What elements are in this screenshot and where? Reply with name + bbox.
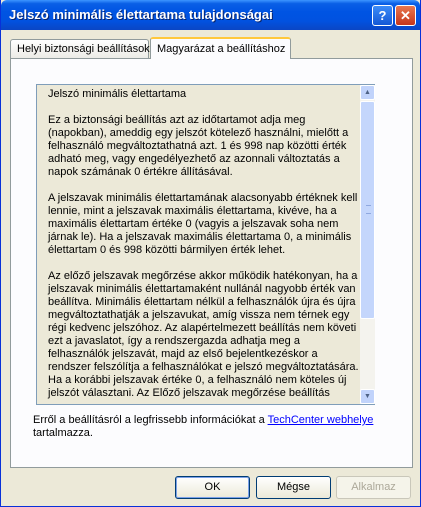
help-button[interactable] (372, 5, 393, 26)
explanation-textbox[interactable] (36, 84, 375, 405)
cancel-button[interactable]: Mégse (256, 476, 331, 499)
footer-prefix: Erről a beállításról a legfrissebb információkat a (33, 414, 268, 426)
arrow-down-icon: ▼ (364, 393, 371, 400)
tab-explain[interactable] (150, 37, 291, 59)
explanation-text (48, 88, 360, 413)
footer-text (33, 414, 393, 440)
title-bar[interactable] (1, 0, 420, 30)
explanation-paragraph: Az előző jelszavak megőrzése akkor működik hatékonyan, ha a jelszavak minimális élettartamaként nullánál nagyobb érték van beállítva. Minimális élettartam nélkül a felhasználók újra és újra megváltoztathatják a jelszavukat, amíg vissza nem térnek egy régi kedvenc jelszóhoz. Az alapértelmezett beállítás nem követi ezt a javaslatot, így a rendszergazda adhatja meg a felhasználók jelszavát, majd az első bejelentkezéskor a rendszer felszólítja a felhasználókat e jelszó megváltoztatására. Ha a korábbi jelszavak értéke 0, a felhasználó nem köteles új jelszót választani. Az Előző jelszavak megőrzése beállítás (48, 270, 359, 399)
arrow-up-icon: ▲ (364, 89, 371, 96)
explanation-paragraph: Ez a biztonsági beállítás azt az időtartamot adja meg (napokban), ameddig egy jelszót kötelező használni, mielőtt a felhasználó megváltoztathatná azt. 1 és 998 nap közötti érték adható meg, vagy engedélyezhető az azonnali változtatás a napok számának 0 értékre állításával. (48, 114, 349, 178)
help-icon: ? (378, 8, 387, 23)
grip-icon (366, 205, 371, 214)
window-title: Jelszó minimális élettartama tulajdonságai (9, 7, 273, 22)
scroll-down-button[interactable] (360, 389, 375, 404)
footer-suffix: tartalmazza. (33, 427, 93, 439)
close-icon: ✕ (400, 8, 411, 23)
close-button[interactable] (395, 5, 416, 26)
ok-button[interactable]: OK (175, 476, 250, 499)
scroll-thumb[interactable] (360, 101, 375, 319)
tab-label: Magyarázat a beállításhoz (157, 43, 286, 55)
explanation-heading: Jelszó minimális élettartama (48, 88, 187, 100)
scroll-up-button[interactable] (360, 85, 375, 100)
vertical-scrollbar[interactable] (360, 85, 375, 404)
apply-button[interactable]: Alkalmaz (336, 476, 411, 499)
tab-local-security-setting[interactable] (10, 39, 149, 58)
tab-label: Helyi biztonsági beállítások (17, 43, 150, 55)
techcenter-link[interactable]: TechCenter webhelye (267, 414, 374, 426)
explanation-paragraph: A jelszavak minimális élettartamának alacsonyabb értéknek kell lennie, mint a jelszavak maximális élettartama, kivéve, ha a maximális élettartam értéke 0 (vagyis a jelszavak soha nem járnak le). Ha a jelszavak maximális élettartama 0, a minimális élettartam 0 és 998 közötti bármilyen érték lehet. (48, 192, 358, 256)
